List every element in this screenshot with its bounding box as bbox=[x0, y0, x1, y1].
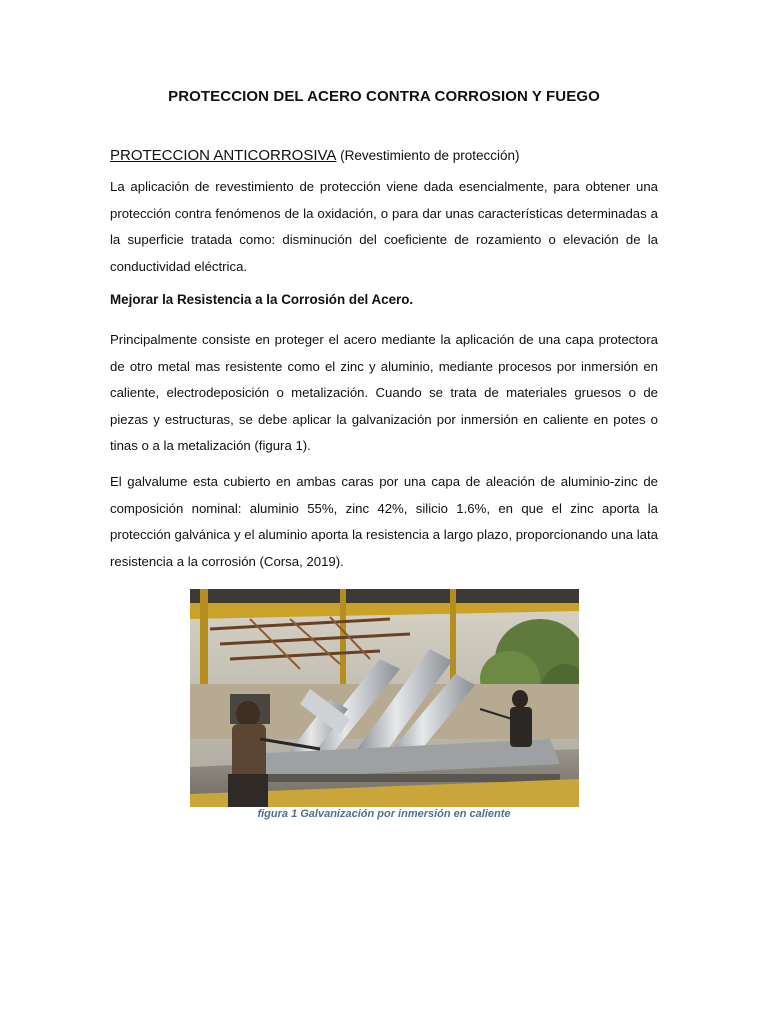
document-title: PROTECCION DEL ACERO CONTRA CORROSION Y FUEGO bbox=[168, 88, 600, 105]
section-heading-main: PROTECCION ANTICORROSIVA bbox=[110, 147, 337, 164]
section-heading-sub: (Revestimiento de protección) bbox=[336, 148, 520, 163]
section-heading bbox=[110, 147, 658, 164]
subheading: Mejorar la Resistencia a la Corrosión del Acero. bbox=[110, 292, 414, 307]
figure-caption: figura 1 Galvanización por inmersión en caliente bbox=[257, 808, 511, 820]
paragraph-1: La aplicación de revestimiento de protección viene dada esencialmente, para obtener una protección contra fenómenos de la oxidación, o para dar unas características determinadas a la superficie tratada como: disminución del coeficiente de rozamiento o elevación de la conductividad eléctrica. bbox=[110, 179, 658, 274]
galvanization-photo bbox=[190, 589, 579, 807]
paragraph-3: El galvalume esta cubierto en ambas caras por una capa de aleación de aluminio-zinc de composición nominal: aluminio 55%, zinc 42%, silicio 1.6%, en que el zinc aporta la protección galvánica y el aluminio aporta la resistencia a largo plazo, proporcionando una lata resistencia a la corrosión (Corsa, 2019). bbox=[110, 474, 658, 569]
paragraph-2: Principalmente consiste en proteger el acero mediante la aplicación de una capa protectora de otro metal mas resistente como el zinc y aluminio, mediante procesos por inmersión en caliente, electrodeposición o metalización. Cuando se trata de materiales gruesos o de piezas y estructuras, se debe aplicar la galvanización por inmersión en caliente en potes o tinas o a la metalización (figura 1). bbox=[110, 332, 658, 453]
